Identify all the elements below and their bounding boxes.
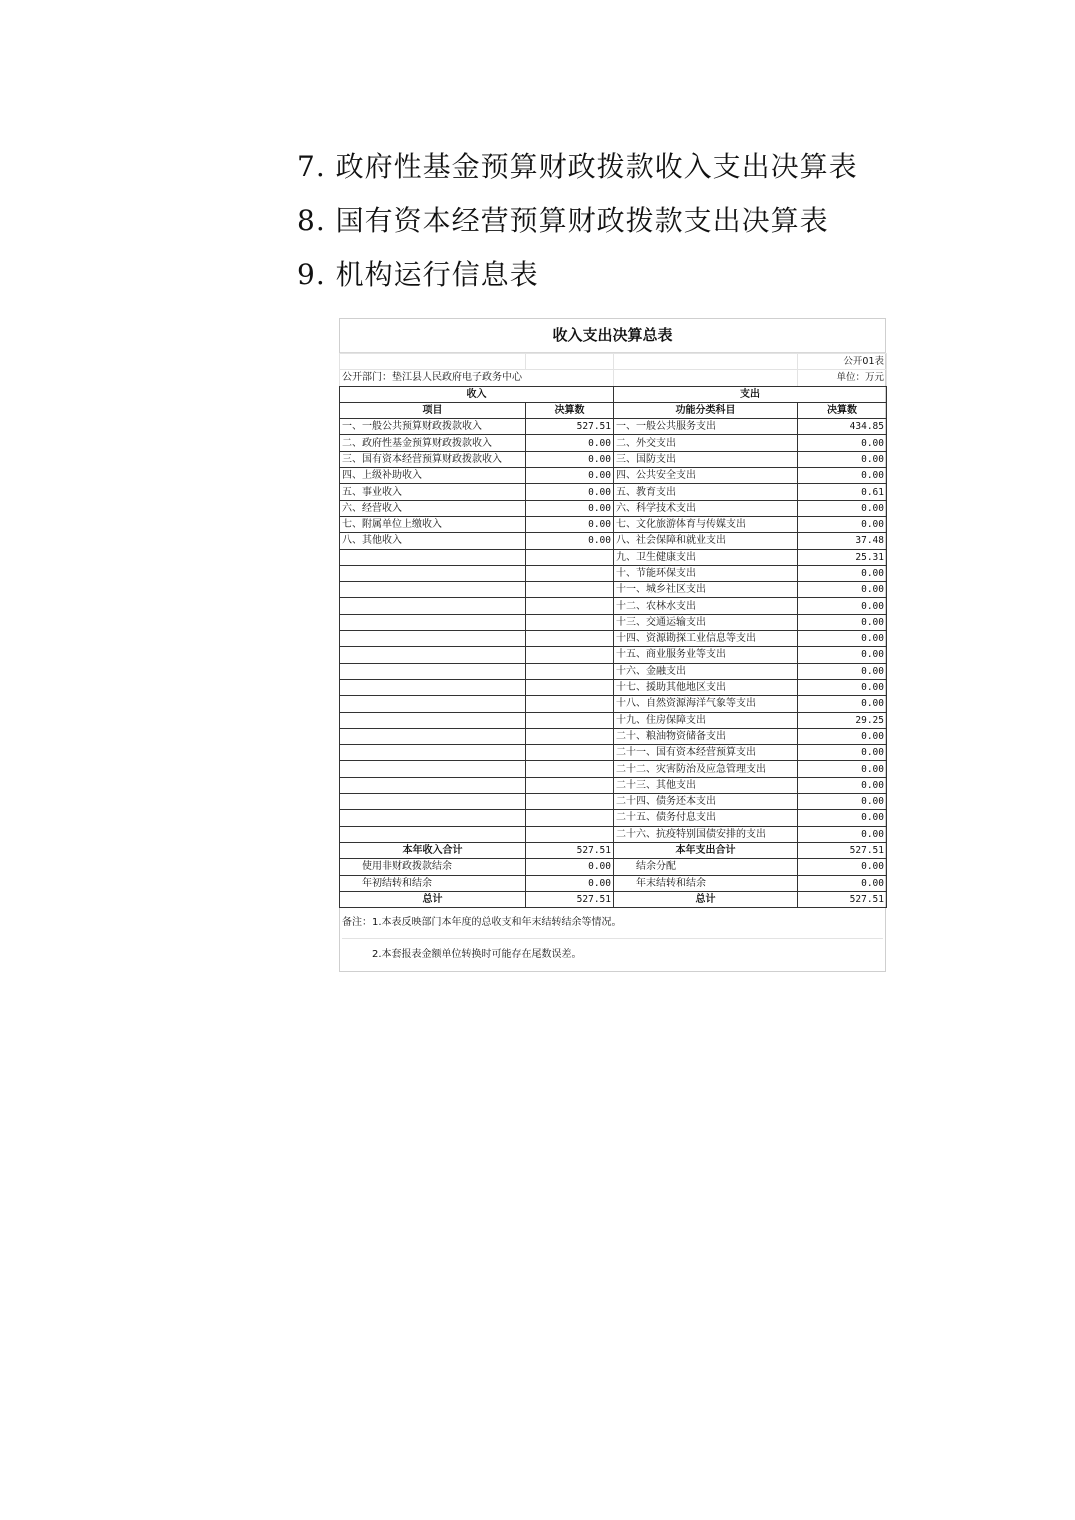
table-row [340, 419, 887, 435]
list-item: 9. 机构运行信息表 [297, 258, 539, 291]
form-number: 公开01表 [798, 354, 887, 370]
table-row [340, 500, 887, 516]
extra-expense-value: 0.00 [798, 875, 887, 891]
income-item-cell [340, 614, 526, 630]
section-header-row [340, 386, 887, 402]
income-item-cell [340, 663, 526, 679]
expense-item-cell: 二、外交支出 [614, 435, 798, 451]
expense-amount-cell: 434.85 [798, 419, 887, 435]
expense-item-cell: 五、教育支出 [614, 484, 798, 500]
grand-income-value: 527.51 [526, 891, 614, 907]
department-row [340, 370, 887, 386]
income-item-cell [340, 679, 526, 695]
expense-amount-cell: 0.00 [798, 468, 887, 484]
department-label: 公开部门：垫江县人民政府电子政务中心 [340, 370, 614, 386]
expense-amount-cell: 0.00 [798, 679, 887, 695]
expense-item-cell: 六、科学技术支出 [614, 500, 798, 516]
table-row [340, 435, 887, 451]
income-item-cell: 七、附属单位上缴收入 [340, 516, 526, 532]
grand-expense-value: 527.51 [798, 891, 887, 907]
income-item-cell [340, 728, 526, 744]
expense-item-cell: 二十六、抗疫特别国债安排的支出 [614, 826, 798, 842]
income-amount-cell [526, 745, 614, 761]
extra-income-value: 0.00 [526, 859, 614, 875]
grand-income-label: 总计 [340, 891, 526, 907]
total-expense-value: 527.51 [798, 842, 887, 858]
expense-item-cell: 二十二、灾害防治及应急管理支出 [614, 761, 798, 777]
expense-item-cell: 十八、自然资源海洋气象等支出 [614, 696, 798, 712]
expense-amount-cell: 37.48 [798, 533, 887, 549]
expense-amount-cell: 0.00 [798, 663, 887, 679]
expense-item-cell: 二十四、债务还本支出 [614, 794, 798, 810]
income-amount-cell [526, 647, 614, 663]
expense-item-cell: 一、一般公共服务支出 [614, 419, 798, 435]
note-2: 2.本套报表金额单位转换时可能存在尾数误差。 [372, 949, 582, 961]
expense-amount-cell: 0.00 [798, 777, 887, 793]
expense-item-cell: 七、文化旅游体育与传媒支出 [614, 516, 798, 532]
expense-amount-cell: 0.00 [798, 810, 887, 826]
expense-item-cell: 二十、粮油物资储备支出 [614, 728, 798, 744]
expense-item-cell: 十六、金融支出 [614, 663, 798, 679]
expense-amount-cell: 0.00 [798, 598, 887, 614]
income-amount-cell [526, 826, 614, 842]
extra-expense-label: 年末结转和结余 [614, 875, 798, 891]
total-income-value: 527.51 [526, 842, 614, 858]
expense-item-cell: 八、社会保障和就业支出 [614, 533, 798, 549]
income-amount-cell [526, 549, 614, 565]
total-expense-label: 本年支出合计 [614, 842, 798, 858]
income-amount-cell [526, 598, 614, 614]
expense-item-cell: 九、卫生健康支出 [614, 549, 798, 565]
table-row [340, 565, 887, 581]
income-amount-cell: 0.00 [526, 451, 614, 467]
table-row [340, 549, 887, 565]
expense-amount-cell: 0.00 [798, 516, 887, 532]
income-amount-cell [526, 663, 614, 679]
extra-expense-value: 0.00 [798, 859, 887, 875]
income-item-cell: 六、经营收入 [340, 500, 526, 516]
extra-expense-label: 结余分配 [614, 859, 798, 875]
income-amount-cell: 0.00 [526, 484, 614, 500]
income-item-cell: 五、事业收入 [340, 484, 526, 500]
expense-item-cell: 十、节能环保支出 [614, 565, 798, 581]
income-item-cell [340, 777, 526, 793]
expense-amount-cell: 0.00 [798, 696, 887, 712]
income-item-cell [340, 712, 526, 728]
expense-amount-cell: 0.00 [798, 500, 887, 516]
table-row [340, 598, 887, 614]
expense-amount-cell: 0.00 [798, 614, 887, 630]
table-row [340, 696, 887, 712]
table-row [340, 631, 887, 647]
income-item-cell: 一、一般公共预算财政拨款收入 [340, 419, 526, 435]
table-row [340, 468, 887, 484]
income-amount-cell: 0.00 [526, 468, 614, 484]
income-item-cell [340, 745, 526, 761]
income-amount-cell [526, 712, 614, 728]
expense-amount-cell: 0.00 [798, 435, 887, 451]
extra-income-label: 使用非财政拨款结余 [340, 859, 526, 875]
col-item-header: 项目 [340, 402, 526, 418]
unit-label: 单位：万元 [798, 370, 887, 386]
expense-amount-cell: 0.00 [798, 728, 887, 744]
table-row [340, 794, 887, 810]
section-list [297, 140, 858, 302]
income-item-cell [340, 631, 526, 647]
income-item-cell [340, 549, 526, 565]
table-row [340, 777, 887, 793]
income-item-cell [340, 598, 526, 614]
expense-item-cell: 十四、资源勘探工业信息等支出 [614, 631, 798, 647]
income-amount-cell [526, 679, 614, 695]
income-item-cell [340, 810, 526, 826]
income-item-cell [340, 696, 526, 712]
col-func-header: 功能分类科目 [614, 402, 798, 418]
table-row [340, 728, 887, 744]
table-row [340, 826, 887, 842]
expense-item-cell: 二十一、国有资本经营预算支出 [614, 745, 798, 761]
table-row [340, 451, 887, 467]
list-item: 7. 政府性基金预算财政拨款收入支出决算表 [297, 150, 858, 183]
table-row [340, 484, 887, 500]
total-income-label: 本年收入合计 [340, 842, 526, 858]
expense-item-cell: 十九、住房保障支出 [614, 712, 798, 728]
table-row [340, 582, 887, 598]
income-item-cell: 二、政府性基金预算财政拨款收入 [340, 435, 526, 451]
table-row [340, 663, 887, 679]
form-no-row [340, 354, 887, 370]
income-amount-cell [526, 777, 614, 793]
table-row [340, 516, 887, 532]
extra-income-value: 0.00 [526, 875, 614, 891]
income-item-cell: 四、上级补助收入 [340, 468, 526, 484]
summary-table [339, 353, 887, 908]
expense-amount-cell: 29.25 [798, 712, 887, 728]
expense-item-cell: 三、国防支出 [614, 451, 798, 467]
subtotal-row [340, 842, 887, 858]
income-amount-cell: 0.00 [526, 500, 614, 516]
table-row [340, 647, 887, 663]
expense-item-cell: 十五、商业服务业等支出 [614, 647, 798, 663]
column-header-row [340, 402, 887, 418]
table-row [340, 679, 887, 695]
expense-amount-cell: 0.00 [798, 582, 887, 598]
income-item-cell: 八、其他收入 [340, 533, 526, 549]
extra-income-label: 年初结转和结余 [340, 875, 526, 891]
grand-expense-label: 总计 [614, 891, 798, 907]
income-header: 收入 [340, 386, 614, 402]
table-row [340, 745, 887, 761]
income-item-cell: 三、国有资本经营预算财政拨款收入 [340, 451, 526, 467]
income-amount-cell: 527.51 [526, 419, 614, 435]
expense-header: 支出 [614, 386, 887, 402]
expense-item-cell: 十七、援助其他地区支出 [614, 679, 798, 695]
expense-amount-cell: 0.00 [798, 451, 887, 467]
list-item: 8. 国有资本经营预算财政拨款支出决算表 [297, 204, 829, 237]
expense-item-cell: 十二、农林水支出 [614, 598, 798, 614]
table-row [340, 533, 887, 549]
income-amount-cell [526, 565, 614, 581]
table-row [340, 859, 887, 875]
income-item-cell [340, 647, 526, 663]
table-row [340, 614, 887, 630]
income-amount-cell [526, 631, 614, 647]
budget-summary-sheet [339, 318, 886, 972]
expense-amount-cell: 0.00 [798, 565, 887, 581]
income-amount-cell [526, 696, 614, 712]
expense-amount-cell: 0.61 [798, 484, 887, 500]
table-row [340, 810, 887, 826]
expense-amount-cell: 0.00 [798, 745, 887, 761]
expense-amount-cell: 25.31 [798, 549, 887, 565]
col-amount-header: 决算数 [526, 402, 614, 418]
col-amount2-header: 决算数 [798, 402, 887, 418]
income-item-cell [340, 794, 526, 810]
income-amount-cell: 0.00 [526, 516, 614, 532]
expense-item-cell: 十三、交通运输支出 [614, 614, 798, 630]
expense-amount-cell: 0.00 [798, 794, 887, 810]
expense-item-cell: 二十三、其他支出 [614, 777, 798, 793]
expense-amount-cell: 0.00 [798, 647, 887, 663]
income-item-cell [340, 826, 526, 842]
income-item-cell [340, 582, 526, 598]
income-item-cell [340, 565, 526, 581]
sheet-title: 收入支出决算总表 [340, 319, 885, 353]
expense-amount-cell: 0.00 [798, 826, 887, 842]
expense-amount-cell: 0.00 [798, 631, 887, 647]
grand-total-row [340, 891, 887, 907]
income-amount-cell [526, 614, 614, 630]
expense-item-cell: 四、公共安全支出 [614, 468, 798, 484]
income-amount-cell [526, 728, 614, 744]
income-item-cell [340, 761, 526, 777]
income-amount-cell [526, 794, 614, 810]
table-row [340, 712, 887, 728]
income-amount-cell: 0.00 [526, 435, 614, 451]
income-amount-cell [526, 810, 614, 826]
expense-amount-cell: 0.00 [798, 761, 887, 777]
expense-item-cell: 二十五、债务付息支出 [614, 810, 798, 826]
income-amount-cell: 0.00 [526, 533, 614, 549]
notes [340, 908, 885, 971]
income-amount-cell [526, 761, 614, 777]
table-row [340, 761, 887, 777]
note-1: 备注：1.本表反映部门本年度的总收支和年末结转结余等情况。 [342, 908, 883, 939]
income-amount-cell [526, 582, 614, 598]
table-row [340, 875, 887, 891]
expense-item-cell: 十一、城乡社区支出 [614, 582, 798, 598]
